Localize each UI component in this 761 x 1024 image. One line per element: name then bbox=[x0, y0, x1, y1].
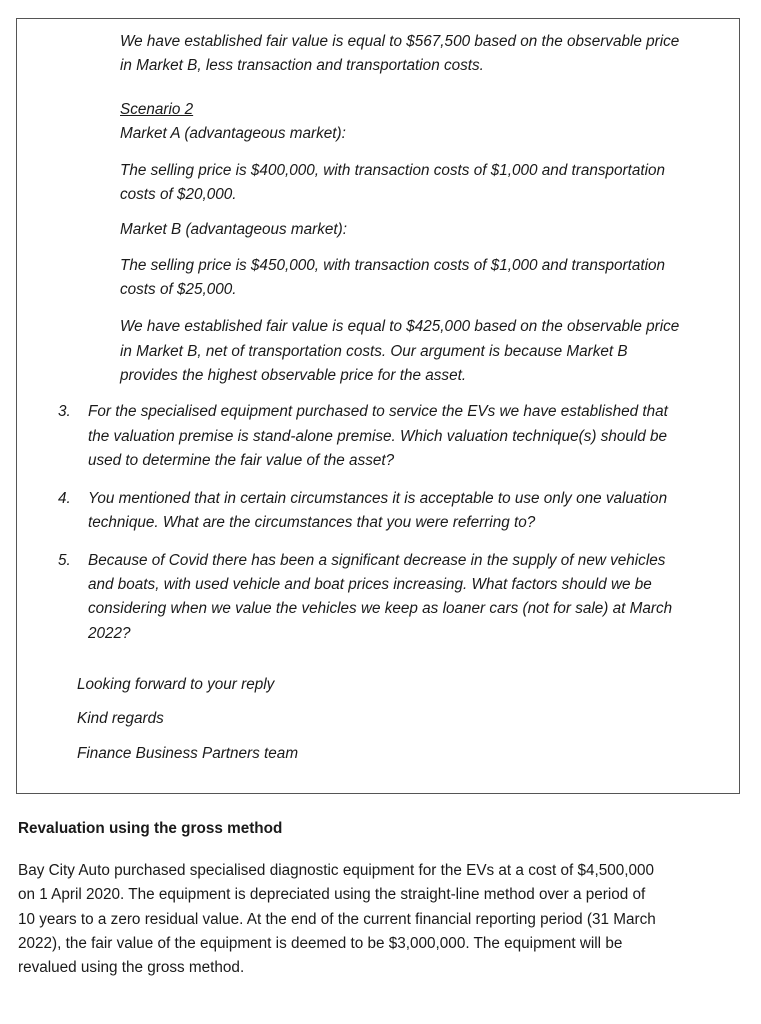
body-line: 2022), the fair value of the equipment is deemed to be $3,000,000. The equipment will be bbox=[18, 935, 623, 952]
list-item-line: You mentioned that in certain circumstances it is acceptable to use only one valuation bbox=[88, 490, 668, 507]
section-heading: Revaluation using the gross method bbox=[18, 820, 283, 837]
closing-signature: Finance Business Partners team bbox=[77, 745, 299, 762]
market-a-heading: Market A (advantageous market): bbox=[120, 125, 346, 142]
list-item-line: technique. What are the circumstances that you were referring to? bbox=[88, 514, 536, 531]
paragraph-line: in Market B, net of transportation costs. Our argument is because Market B bbox=[120, 343, 628, 360]
market-b-heading: Market B (advantageous market): bbox=[120, 221, 348, 238]
paragraph-line: in Market B, less transaction and transportation costs. bbox=[120, 57, 484, 74]
paragraph-line: costs of $20,000. bbox=[120, 186, 237, 203]
closing-line: Looking forward to your reply bbox=[77, 676, 275, 693]
list-number: 4. bbox=[58, 490, 71, 507]
scenario-heading: Scenario 2 bbox=[120, 101, 194, 118]
list-item-line: considering when we value the vehicles we keep as loaner cars (not for sale) at March bbox=[88, 600, 673, 617]
paragraph-line: provides the highest observable price for the asset. bbox=[120, 367, 467, 384]
list-item-line: the valuation premise is stand-alone premise. Which valuation technique(s) should be bbox=[88, 428, 668, 445]
list-item-line: 2022? bbox=[88, 625, 131, 642]
list-item-line: and boats, with used vehicle and boat prices increasing. What factors should we be bbox=[88, 576, 652, 593]
list-item-line: used to determine the fair value of the asset? bbox=[88, 452, 395, 469]
paragraph-line: The selling price is $400,000, with transaction costs of $1,000 and transportation bbox=[120, 162, 666, 179]
list-number: 5. bbox=[58, 552, 71, 569]
list-number: 3. bbox=[58, 403, 71, 420]
paragraph-line: We have established fair value is equal to $425,000 based on the observable price bbox=[120, 318, 680, 335]
body-line: Bay City Auto purchased specialised diagnostic equipment for the EVs at a cost of $4,500,000 bbox=[18, 862, 655, 879]
body-line: on 1 April 2020. The equipment is depreciated using the straight-line method over a period of bbox=[18, 886, 646, 903]
paragraph-line: The selling price is $450,000, with transaction costs of $1,000 and transportation bbox=[120, 257, 666, 274]
paragraph-line: costs of $25,000. bbox=[120, 281, 237, 298]
list-item-line: Because of Covid there has been a significant decrease in the supply of new vehicles bbox=[88, 552, 666, 569]
body-line: 10 years to a zero residual value. At the end of the current financial reporting period (31 March bbox=[18, 911, 656, 928]
closing-regards: Kind regards bbox=[77, 710, 164, 727]
body-line: revalued using the gross method. bbox=[18, 959, 245, 976]
list-item-line: For the specialised equipment purchased to service the EVs we have established that bbox=[88, 403, 668, 420]
paragraph-line: We have established fair value is equal to $567,500 based on the observable price bbox=[120, 33, 680, 50]
